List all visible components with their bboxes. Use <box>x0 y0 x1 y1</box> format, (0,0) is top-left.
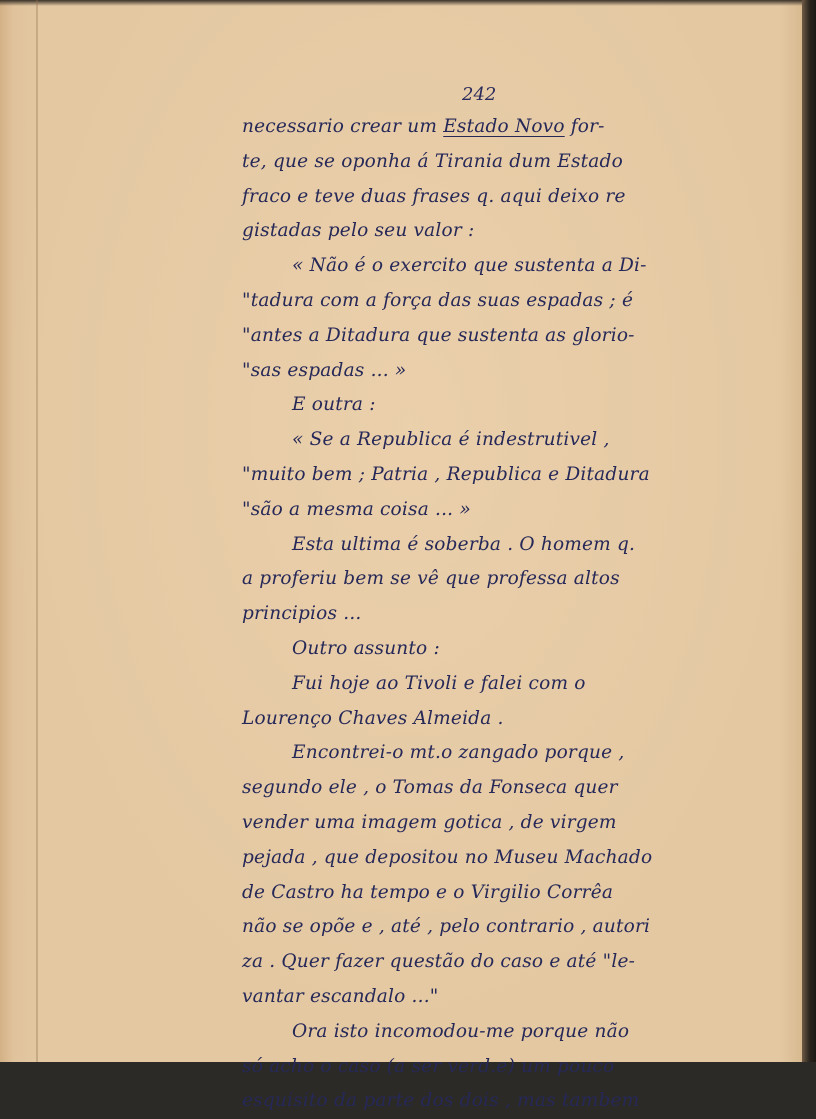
line-text: "sas espadas ... » <box>242 359 407 381</box>
line-text: « Não é o exercito que sustenta a Di- <box>292 255 647 277</box>
line-text: pejada , que depositou no Museu Machado <box>242 846 653 868</box>
manuscript-line <box>242 145 722 180</box>
line-text: vender uma imagem gotica , de virgem <box>242 811 617 833</box>
line-text: "antes a Ditadura que sustenta as glorio- <box>242 324 635 346</box>
manuscript-line <box>242 214 722 249</box>
manuscript-line <box>242 702 722 737</box>
manuscript-line <box>242 876 722 911</box>
line-text: te, que se oponha á Tirania dum Estado <box>242 150 623 172</box>
manuscript-line <box>242 249 722 284</box>
manuscript-line <box>242 1050 722 1085</box>
line-text: za . Quer fazer questão do caso e até "le- <box>242 951 636 973</box>
manuscript-line <box>242 319 722 354</box>
manuscript-line <box>242 841 722 876</box>
manuscript-line <box>242 528 722 563</box>
manuscript-line <box>242 632 722 667</box>
underlined-text: Estado Novo <box>443 116 565 137</box>
line-text: a proferiu bem se vê que professa altos <box>242 568 620 590</box>
line-text: Ora isto incomodou-me porque não <box>292 1020 630 1042</box>
manuscript-line <box>242 458 722 493</box>
line-text: fraco e teve duas frases q. aqui deixo re <box>242 185 626 207</box>
manuscript-line <box>242 423 722 458</box>
line-text: for- <box>564 116 605 137</box>
page-top-shadow <box>0 0 816 6</box>
line-text: Esta ultima é soberba . O homem q. <box>292 533 636 555</box>
manuscript-line <box>242 945 722 980</box>
manuscript-line <box>242 388 722 423</box>
manuscript-line <box>242 736 722 771</box>
line-text: não se opõe e , até , pelo contrario , autori <box>242 916 651 938</box>
manuscript-line <box>242 562 722 597</box>
line-text: E outra : <box>292 394 376 416</box>
line-text: gistadas pelo seu valor : <box>242 220 475 242</box>
line-text: "tadura com a força das suas espadas ; é <box>242 289 634 311</box>
page-right-edge <box>802 0 816 1062</box>
manuscript-line <box>242 110 722 145</box>
line-text: necessario crear um <box>242 116 444 137</box>
manuscript-line <box>242 597 722 632</box>
manuscript-line <box>242 354 722 389</box>
manuscript-line <box>242 1015 722 1050</box>
manuscript-line <box>242 180 722 215</box>
manuscript-line <box>242 806 722 841</box>
page-number: 242 <box>462 84 497 105</box>
line-text: esquisito da parte dos dois , mas tambem <box>242 1090 640 1112</box>
line-text: « Se a Republica é indestrutivel , <box>292 429 610 451</box>
line-text: de Castro ha tempo e o Virgilio Corrêa <box>242 881 614 903</box>
line-text: Fui hoje ao Tivoli e falei com o <box>292 672 586 694</box>
manuscript-line <box>242 771 722 806</box>
line-text: segundo ele , o Tomas da Fonseca quer <box>242 777 618 799</box>
handwritten-text-block <box>242 110 722 1119</box>
manuscript-line <box>242 284 722 319</box>
manuscript-line <box>242 493 722 528</box>
line-text: vantar escandalo ..." <box>242 985 439 1007</box>
line-text: Lourenço Chaves Almeida . <box>242 707 504 729</box>
line-text: principios ... <box>242 603 362 625</box>
manuscript-line <box>242 910 722 945</box>
line-text: "são a mesma coisa ... » <box>242 498 471 520</box>
page-left-boundary <box>36 0 38 1062</box>
manuscript-line <box>242 980 722 1015</box>
line-text: Encontrei-o mt.o zangado porque , <box>292 742 625 764</box>
line-text: "muito bem ; Patria , Republica e Ditadura <box>242 463 650 485</box>
manuscript-line <box>242 667 722 702</box>
line-text: só acho o caso (a ser verd.e) um pouco <box>242 1055 615 1077</box>
manuscript-line <box>242 1084 722 1119</box>
line-text: Outro assunto : <box>292 637 440 659</box>
